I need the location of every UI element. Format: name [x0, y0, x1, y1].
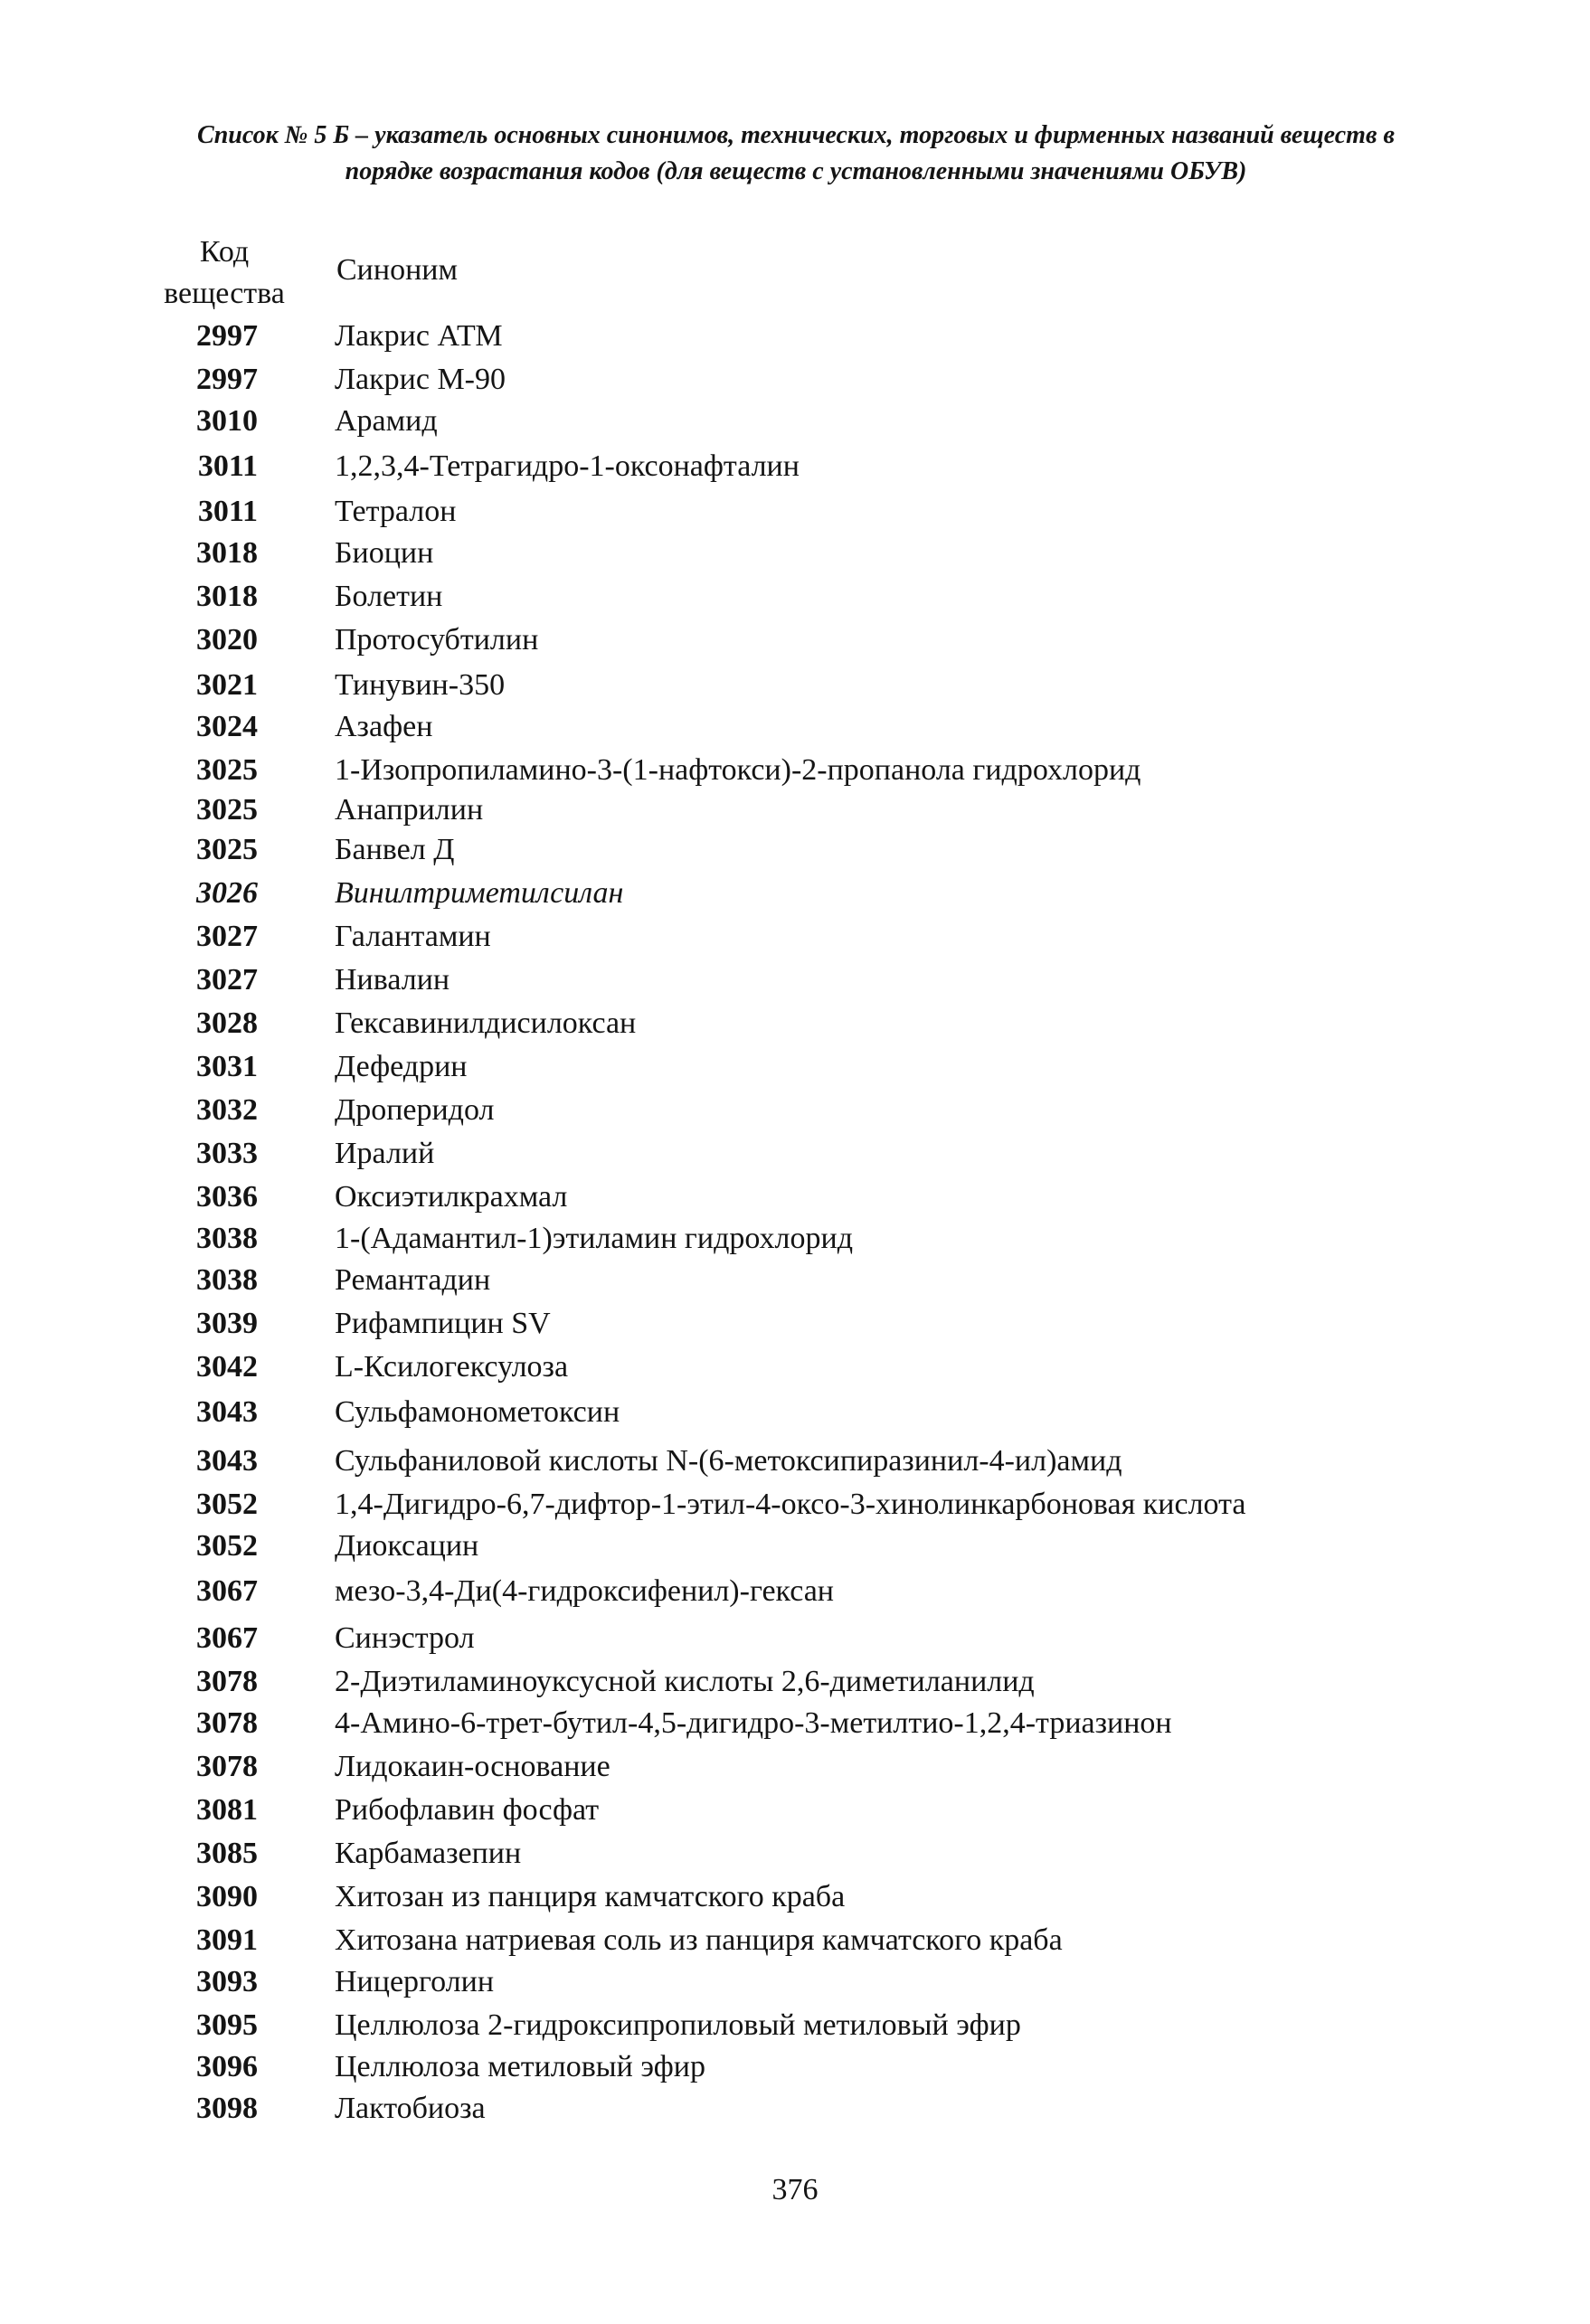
substance-code: 3025 — [196, 793, 258, 827]
substance-code: 2997 — [196, 319, 258, 353]
synonym-name: Тетралон — [335, 495, 457, 528]
synonym-name: L-Ксилогексулоза — [335, 1350, 569, 1384]
table-row — [136, 2047, 1492, 2087]
synonym-name: Банвел Д — [335, 833, 455, 866]
synonym-name: Гексавинилдисилоксан — [335, 1006, 637, 1040]
substance-code: 3033 — [196, 1137, 258, 1170]
column-header-code-line-1: Код — [199, 235, 250, 269]
substance-code: 3032 — [196, 1093, 258, 1127]
synonym-name: Анаприлин — [335, 793, 484, 827]
substance-code: 3067 — [196, 1574, 258, 1608]
substance-code: 3031 — [196, 1050, 258, 1083]
substance-code: 3042 — [196, 1350, 258, 1384]
substance-code: 3024 — [196, 710, 258, 743]
synonym-name: 4-Амино-6-трет-бутил-4,5-дигидро-3-метилтио-1,2,4-триазинон — [335, 1706, 1172, 1740]
table-row — [136, 960, 1492, 1000]
substance-code: 3018 — [196, 536, 258, 570]
substance-code: 3067 — [196, 1621, 258, 1655]
substance-code: 2997 — [196, 363, 258, 396]
synonym-name: Лактобиоза — [335, 2092, 486, 2125]
substance-code: 3043 — [196, 1395, 258, 1429]
heading-line-1: Список № 5 Б – указатель основных синонимов, технических, торговых и фирменных названий веществ в — [197, 121, 1395, 149]
substance-code: 3052 — [196, 1529, 258, 1563]
table-row — [136, 492, 1492, 532]
synonym-name: Хитозана натриевая соль из панциря камчатского краба — [335, 1923, 1063, 1957]
table-row — [136, 1834, 1492, 1874]
substance-code: 3090 — [196, 1880, 258, 1913]
synonym-name: Биоцин — [335, 536, 434, 570]
synonym-name: Синэстрол — [335, 1621, 475, 1655]
synonym-name: Дроперидол — [335, 1093, 495, 1127]
table-row — [136, 577, 1492, 617]
table-row — [136, 1347, 1492, 1387]
table-row — [136, 447, 1492, 487]
substance-code: 3078 — [196, 1706, 258, 1740]
table-row — [136, 1962, 1492, 2002]
synonym-name: Целлюлоза 2-гидроксипропиловый метиловый эфир — [335, 2008, 1021, 2042]
substance-code: 3085 — [196, 1837, 258, 1870]
table-row — [136, 917, 1492, 957]
substance-code: 3028 — [196, 1006, 258, 1040]
synonym-name: Тинувин-350 — [335, 668, 506, 702]
substance-code: 3093 — [196, 1965, 258, 1998]
table-row — [136, 1441, 1492, 1481]
substance-code: 3038 — [196, 1263, 258, 1297]
synonym-name: Целлюлоза метиловый эфир — [335, 2050, 705, 2083]
synonym-name: Азафен — [335, 710, 433, 743]
synonym-name: Рифампицин SV — [335, 1307, 551, 1340]
synonym-name: Оксиэтилкрахмал — [335, 1180, 568, 1214]
synonym-name: Лидокаин-основание — [335, 1750, 610, 1783]
table-row — [136, 751, 1492, 790]
substance-code: 3096 — [196, 2050, 258, 2083]
substance-code: 3021 — [196, 668, 258, 702]
substance-code: 3036 — [196, 1180, 258, 1214]
table-row — [136, 707, 1492, 747]
table-row — [136, 1134, 1492, 1174]
substance-code: 3027 — [196, 920, 258, 953]
substance-code: 3010 — [196, 404, 258, 438]
heading-line-2: порядке возрастания кодов (для веществ с установленными значениями ОБУВ) — [345, 157, 1247, 185]
table-row — [136, 1393, 1492, 1432]
substance-code: 3011 — [197, 449, 258, 483]
column-header-code-line-2: вещества — [164, 277, 285, 310]
table-row — [136, 1619, 1492, 1658]
synonym-name: 1-Изопропиламино-3-(1-нафтокси)-2-пропанола гидрохлорид — [335, 753, 1141, 787]
synonym-name: Арамид — [335, 404, 438, 438]
substance-code: 3052 — [196, 1488, 258, 1521]
substance-code: 3025 — [196, 833, 258, 866]
synonym-name: Иралий — [335, 1137, 435, 1170]
table-row — [136, 1704, 1492, 1743]
synonym-name: Болетин — [335, 580, 443, 613]
table-row — [136, 790, 1492, 830]
page-number: 376 — [771, 2173, 819, 2206]
table-row — [136, 1921, 1492, 1960]
substance-code: 3011 — [197, 495, 258, 528]
table-row — [136, 1177, 1492, 1217]
table-row — [136, 1790, 1492, 1830]
synonym-name: 1,4-Дигидро-6,7-дифтор-1-этил-4-оксо-3-хинолинкарбоновая кислота — [335, 1488, 1246, 1521]
synonym-name: 2-Диэтиламиноуксусной кислоты 2,6-диметиланилид — [335, 1665, 1035, 1698]
substance-code: 3038 — [196, 1222, 258, 1255]
synonym-name: Дефедрин — [335, 1050, 468, 1083]
table-row — [136, 1572, 1492, 1611]
table-row — [136, 402, 1492, 441]
substance-code: 3018 — [196, 580, 258, 613]
synonym-name: Лакрис АТМ — [335, 319, 503, 353]
table-row — [136, 1261, 1492, 1300]
table-row — [136, 874, 1492, 913]
synonym-name: Ремантадин — [335, 1263, 491, 1297]
table-row — [136, 620, 1492, 660]
column-header-code — [152, 231, 297, 315]
table-row — [136, 1304, 1492, 1344]
synonym-name: Карбамазепин — [335, 1837, 522, 1870]
substance-code: 3095 — [196, 2008, 258, 2042]
table-row — [136, 1526, 1492, 1566]
synonym-name: Сульфамонометоксин — [335, 1395, 620, 1429]
synonym-name: Хитозан из панциря камчатского краба — [335, 1880, 846, 1913]
substance-code: 3091 — [196, 1923, 258, 1957]
table-row — [136, 360, 1492, 400]
substance-code: 3039 — [196, 1307, 258, 1340]
table-row — [136, 1662, 1492, 1702]
column-header-synonym: Синоним — [336, 253, 458, 287]
substance-code: 3025 — [196, 753, 258, 787]
substance-code: 3098 — [196, 2092, 258, 2125]
synonym-name: Ницерголин — [335, 1965, 495, 1998]
substance-code: 3043 — [196, 1444, 258, 1478]
synonym-name: Лакрис М-90 — [335, 363, 506, 396]
substance-code: 3078 — [196, 1665, 258, 1698]
table-row — [136, 2089, 1492, 2129]
table-row — [136, 1047, 1492, 1087]
substance-code: 3078 — [196, 1750, 258, 1783]
synonym-name: мезо-3,4-Ди(4-гидроксифенил)-гексан — [335, 1574, 835, 1608]
synonym-name: Нивалин — [335, 963, 450, 997]
synonym-name: Сульфаниловой кислоты N-(6-метоксипиразинил-4-ил)амид — [335, 1444, 1122, 1478]
substance-code: 3081 — [196, 1793, 258, 1827]
synonym-name: 1,2,3,4-Тетрагидро-1-оксонафталин — [335, 449, 800, 483]
table-row — [136, 1219, 1492, 1259]
list-heading — [145, 118, 1447, 190]
synonym-name: 1-(Адамантил-1)этиламин гидрохлорид — [335, 1222, 853, 1255]
table-row — [136, 1877, 1492, 1917]
table-row — [136, 1485, 1492, 1525]
table-row — [136, 2006, 1492, 2045]
table-row — [136, 1091, 1492, 1130]
synonym-name: Протосубтилин — [335, 623, 539, 657]
synonym-name: Рибофлавин фосфат — [335, 1793, 600, 1827]
table-row — [136, 316, 1492, 356]
table-row — [136, 830, 1492, 870]
table-row — [136, 666, 1492, 705]
table-row — [136, 1747, 1492, 1787]
synonym-name: Винилтриметилсилан — [335, 876, 624, 910]
synonym-name: Диоксацин — [335, 1529, 479, 1563]
substance-code: 3026 — [196, 876, 258, 910]
synonym-name: Галантамин — [335, 920, 491, 953]
substance-code: 3027 — [196, 963, 258, 997]
table-row — [136, 1004, 1492, 1044]
table-row — [136, 534, 1492, 573]
substance-code: 3020 — [196, 623, 258, 657]
